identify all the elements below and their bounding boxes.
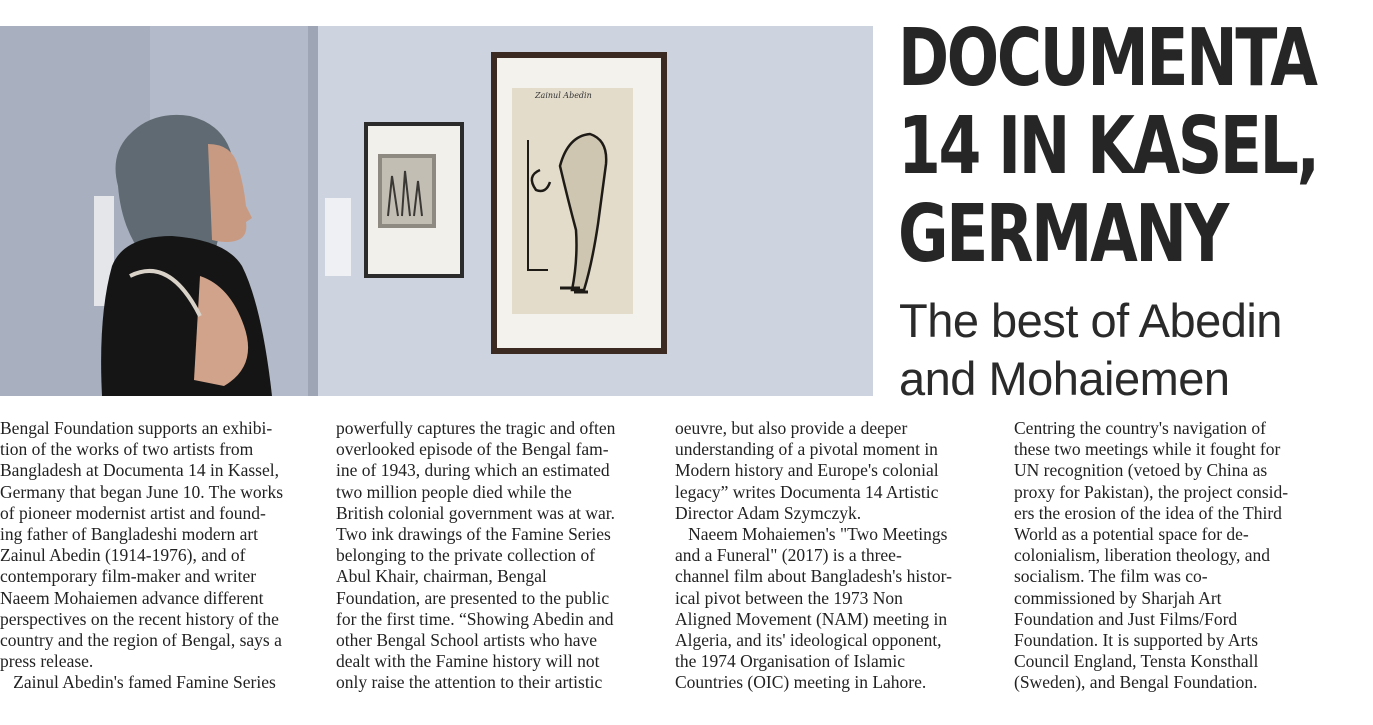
- body-line: British colonial government was at war.: [336, 502, 615, 523]
- body-line: (Sweden), and Bengal Foundation.: [1014, 672, 1258, 693]
- body-line: Countries (OIC) meeting in Lahore.: [675, 672, 927, 693]
- body-line: and a Funeral" (2017) is a three-: [675, 545, 902, 566]
- large-framed-drawing: [491, 52, 667, 354]
- body-line: Naeem Mohaiemen's "Two Meetings: [675, 524, 948, 545]
- subheadline-line: and Mohaiemen: [899, 352, 1230, 405]
- body-line: tion of the works of two artists from: [0, 439, 254, 460]
- body-line: Aligned Movement (NAM) meeting in: [675, 608, 948, 629]
- body-line: legacy” writes Documenta 14 Artistic: [675, 481, 939, 502]
- body-line: country and the region of Bengal, says a: [0, 630, 282, 651]
- body-line: for the first time. “Showing Abedin and: [336, 608, 614, 629]
- body-line: only raise the attention to their artistic: [336, 672, 603, 693]
- body-line: Council England, Tensta Konsthall: [1014, 651, 1259, 672]
- body-line: press release.: [0, 651, 94, 672]
- body-line: powerfully captures the tragic and often: [336, 418, 616, 438]
- body-line: socialism. The film was co-: [1014, 566, 1208, 587]
- body-line: channel film about Bangladesh's histor-: [675, 566, 952, 587]
- body-line: contemporary film-maker and writer: [0, 566, 257, 587]
- body-line: Algeria, and its' ideological opponent,: [675, 630, 942, 651]
- body-line: the 1974 Organisation of Islamic: [675, 651, 906, 672]
- body-line: oeuvre, but also provide a deeper: [675, 418, 908, 438]
- body-line: belonging to the private collection of: [336, 545, 596, 566]
- headline-line: DOCUMENTA: [898, 12, 1316, 104]
- headline-line: 14 IN KASEL,: [898, 100, 1318, 192]
- headline: [898, 12, 1318, 280]
- exhibition-photo: [0, 26, 873, 396]
- body-line: Bengal Foundation supports an exhibi-: [0, 418, 273, 438]
- body-line: Abul Khair, chairman, Bengal: [336, 566, 547, 587]
- subheadline-line: The best of Abedin: [899, 294, 1282, 347]
- headline-line: GERMANY: [898, 188, 1227, 280]
- subheadline: [899, 292, 1369, 408]
- body-line: of pioneer modernist artist and found-: [0, 502, 266, 523]
- body-line: Germany that began June 10. The works: [0, 481, 284, 502]
- body-line: Naeem Mohaiemen advance different: [0, 587, 264, 608]
- body-line: proxy for Pakistan), the project consid-: [1014, 481, 1289, 502]
- body-column-3: [675, 418, 993, 694]
- body-line: Bangladesh at Documenta 14 in Kassel,: [0, 460, 279, 481]
- body-line: UN recognition (vetoed by China as: [1014, 460, 1268, 481]
- body-line: two million people died while the: [336, 481, 572, 502]
- body-line: Two ink drawings of the Famine Series: [336, 524, 611, 545]
- gallery-scene-illustration: [0, 26, 873, 396]
- body-line: ers the erosion of the idea of the Third: [1014, 502, 1282, 523]
- body-column-2: [336, 418, 654, 694]
- body-line: understanding of a pivotal moment in: [675, 439, 938, 460]
- body-line: colonialism, liberation theology, and: [1014, 545, 1270, 566]
- body-line: Foundation and Just Films/Ford: [1014, 608, 1238, 629]
- wall-label: [325, 198, 351, 276]
- body-line: perspectives on the recent history of the: [0, 608, 279, 629]
- body-line: Modern history and Europe's colonial: [675, 460, 939, 481]
- body-line: Director Adam Szymczyk.: [675, 502, 862, 523]
- body-line: these two meetings while it fought for: [1014, 439, 1281, 460]
- drawing-signature: Zainul Abedin: [535, 91, 592, 100]
- small-framed-drawing: [364, 122, 464, 278]
- body-line: other Bengal School artists who have: [336, 630, 597, 651]
- body-line: Zainul Abedin (1914-1976), and of: [0, 545, 246, 566]
- body-line: Zainul Abedin's famed Famine Series: [0, 672, 276, 693]
- body-line: Centring the country's navigation of: [1014, 418, 1266, 438]
- body-line: overlooked episode of the Bengal fam-: [336, 439, 609, 460]
- body-column-1: [0, 418, 318, 694]
- body-line: ing father of Bangladeshi modern art: [0, 524, 259, 545]
- body-column-4: [1014, 418, 1332, 694]
- body-line: World as a potential space for de-: [1014, 524, 1249, 545]
- body-line: dealt with the Famine history will not: [336, 651, 600, 672]
- body-line: commissioned by Sharjah Art: [1014, 587, 1222, 608]
- body-line: ine of 1943, during which an estimated: [336, 460, 610, 481]
- body-line: ical pivot between the 1973 Non: [675, 587, 903, 608]
- body-line: Foundation. It is supported by Arts: [1014, 630, 1259, 651]
- body-line: Foundation, are presented to the public: [336, 587, 610, 608]
